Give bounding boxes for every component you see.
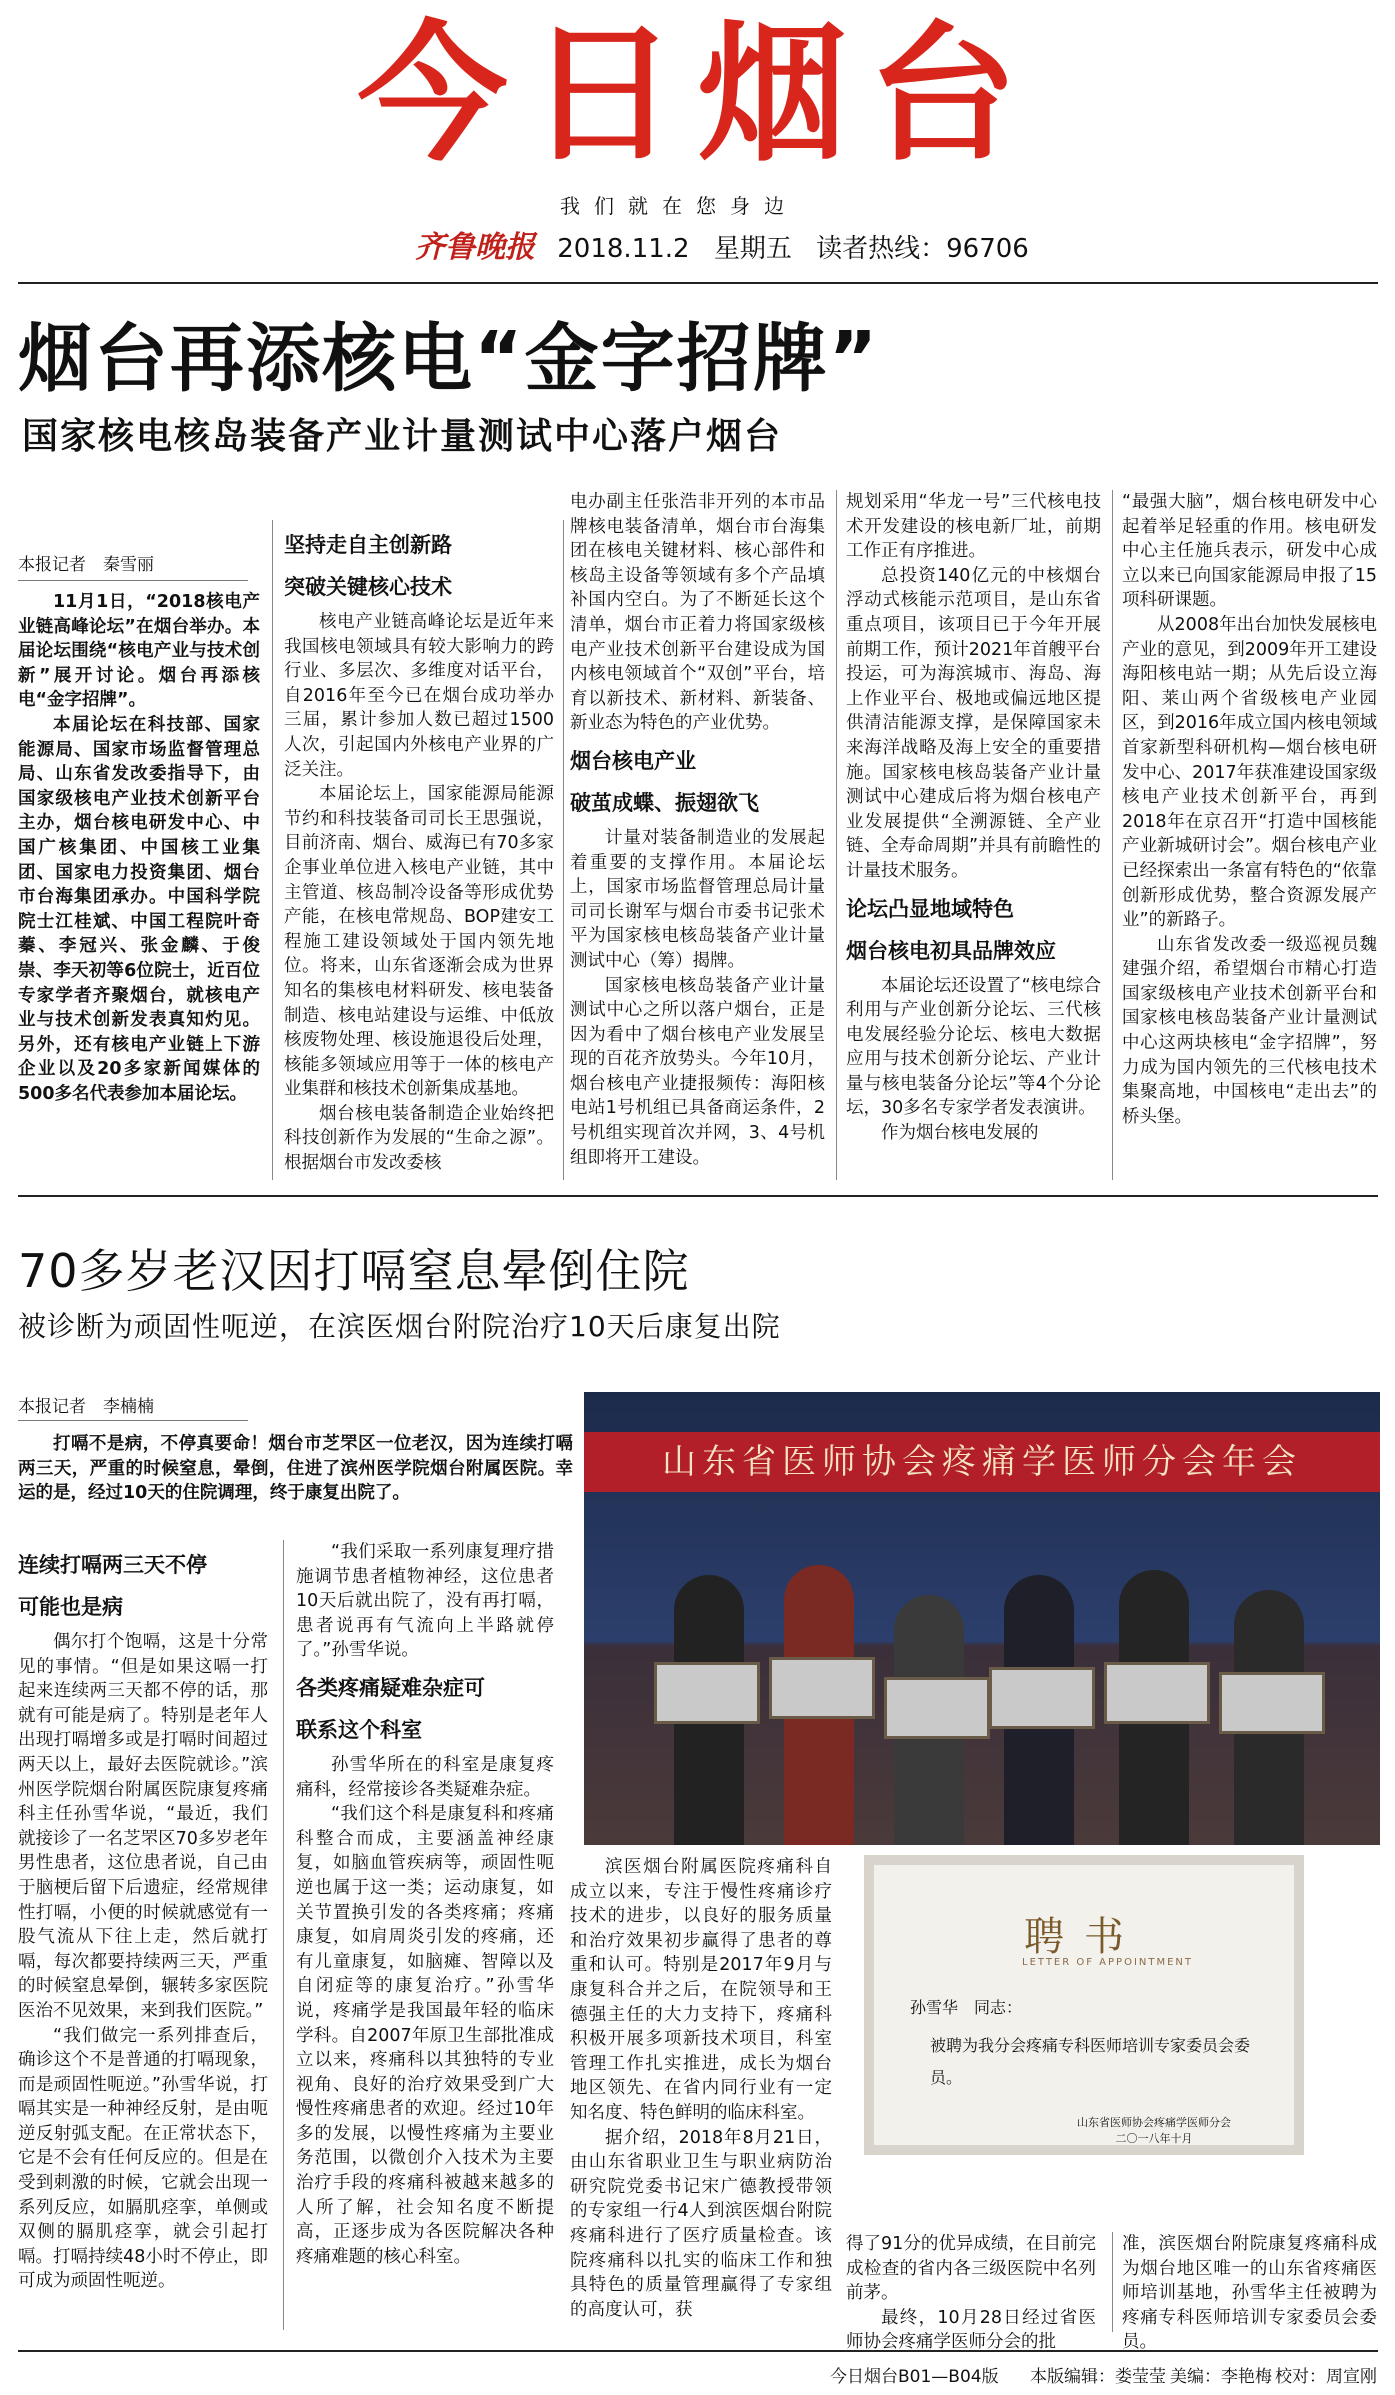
section-subheading: 可能也是病: [18, 1595, 123, 1619]
appointment-certificate: [864, 1855, 1304, 2155]
byline-rule: [18, 1420, 248, 1421]
column-divider: [1112, 2232, 1113, 2332]
column-divider: [283, 1540, 284, 2330]
section-subheading: 各类疼痛疑难杂症可: [296, 1675, 485, 1700]
story2-subhead: 被诊断为顽固性呃逆，在滨医烟台附院治疗10天后康复出院: [18, 1310, 781, 1343]
story2-column-1: [18, 1540, 268, 2294]
paragraph: 最终，10月28日经过省医师协会疼痛学医师分会的批: [846, 2307, 1096, 2353]
section-subheading: 破茧成蝶、振翅欲飞: [570, 790, 759, 815]
story1-subhead: 国家核电核岛装备产业计量测试中心落户烟台: [22, 416, 783, 457]
story2-byline: 本报记者 李楠楠: [18, 1397, 154, 1417]
paragraph: 核电产业链高峰论坛是近年来我国核电领域具有较大影响力的跨行业、多层次、多维度对话平台，自2016年至今已在烟台成功举办三届，累计参加人数已超过1500人次，引起国内外核电产业界的广泛关注。: [284, 612, 554, 780]
story1-headline: 烟台再添核电“金字招牌”: [18, 316, 880, 402]
award-plaque: [769, 1657, 875, 1719]
story-divider: [18, 1195, 1378, 1197]
section-subheading: 坚持走自主创新路: [284, 533, 452, 557]
award-plaque: [1104, 1662, 1210, 1724]
certificate-recipient: 孙雪华 同志：: [910, 1998, 1023, 2017]
story2-headline: 70多岁老汉因打嗝窒息晕倒住院: [18, 1244, 690, 1298]
photo-banner: 山东省医师协会疼痛学医师分会年会: [584, 1432, 1380, 1492]
paragraph: 据介绍，2018年8月21日，由山东省职业卫生与职业病防治研究院党委书记宋广德教授带领的专家组一行4人到滨医烟台附院疼痛科进行了医疗质量检查。该院疼痛科以扎实的临床工作和独具特色的质量管理赢得了专家组的高度认可，获: [570, 2127, 832, 2320]
paragraph: “最强大脑”，烟台核电研发中心起着举足轻重的作用。核电研发中心主任施兵表示，研发中心成立以来已向国家能源局申报了15项科研课题。: [1122, 492, 1377, 611]
certificate-body: 被聘为我分会疼痛专科医师培训专家委员会委员。: [930, 2036, 1251, 2087]
paragraph: “我们采取一系列康复理疗措施调节患者植物神经，这位患者10天后就出院了，没有再打嗝，患者说再有气流向上半路就停了。”孙雪华说。: [296, 1542, 554, 1661]
column-divider: [836, 490, 837, 1180]
paragraph: 烟台核电装备制造企业始终把科技创新作为发展的“生命之源”。根据烟台市发改委核: [284, 1103, 554, 1174]
story1-column-2: [284, 520, 554, 1176]
paragraph: 准，滨医烟台附院康复疼痛科成为烟台地区唯一的山东省疼痛医师培训基地，孙雪华主任被聘为疼痛专科医师培训专家委员会委员。: [1122, 2234, 1377, 2353]
masthead-slogan: 我们就在您身边: [560, 194, 798, 218]
award-plaque: [989, 1667, 1095, 1729]
column-divider: [1112, 490, 1113, 1180]
story1-column-4: [846, 490, 1101, 1146]
paragraph: 本届论坛在科技部、国家能源局、国家市场监督管理总局、山东省发改委指导下，由国家级核电产业技术创新平台主办，烟台核电研发中心、中国广核集团、中国核工业集团、国家电力投资集团、烟台市台海集团承办。中国科学院院士江桂斌、中国工程院叶奇蓁、李冠兴、张金麟、于俊崇、李天初等6位院士，近百位专家学者齐聚烟台，就核电产业与技术创新发表真知灼见。另外，还有核电产业链上下游企业以及20多家新闻媒体的500多名代表参加本届论坛。: [18, 714, 260, 1104]
footer-art: 美编：李艳梅: [1170, 2367, 1272, 2387]
paragraph: 孙雪华所在的科室是康复疼痛科，经常接诊各类疑难杂症。: [296, 1754, 554, 1800]
issue-date: 2018.11.2: [557, 234, 690, 264]
paragraph: “我们这个科是康复科和疼痛科整合而成，主要涵盖神经康复，如脑血管疾病等，顽固性呃逆也属于这一类；运动康复，如关节置换引发的各类疼痛；疼痛康复，如肩周炎引发的疼痛，还有儿童康复，如脑瘫、智障以及自闭症等的康复治疗。”孙雪华说，疼痛学是我国最年轻的临床学科。自2007年原卫生部批准成立以来，疼痛科以其独特的专业视角、良好的治疗效果受到广大慢性疼痛患者的欢迎。经过10年多的发展，以慢性疼痛为主要业务范围，以微创介入技术为主要治疗手段的疼痛科被越来越多的人所了解，社会知名度不断提高，正逐步成为各医院解决各种疼痛难题的核心科室。: [296, 1804, 554, 2267]
section-subheading: 烟台核电初具品牌效应: [846, 938, 1056, 963]
footer-pages: 今日烟台B01—B04版: [830, 2367, 999, 2387]
paragraph: “我们做完一系列排查后，确诊这个不是普通的打嗝现象，而是顽固性呃逆。”孙雪华说，打嗝其实是一种神经反射，是由呃逆反射弧支配。在正常状态下，它是不会有任何反应的。但是在受到刺激的时候，它就会出现一系列反应，如膈肌痉挛，单侧或双侧的膈肌痉挛，就会引起打嗝。打嗝持续48小时不停止，即可成为顽固性呃逆。: [18, 2025, 268, 2292]
column-divider: [272, 520, 273, 1180]
award-plaque: [1219, 1672, 1325, 1734]
footer-editor: 本版编辑：娄莹莹: [1030, 2367, 1166, 2387]
story1-column-5: [1122, 490, 1377, 1129]
paragraph: 国家核电核岛装备产业计量测试中心之所以落户烟台，正是因为看中了烟台核电产业发展呈现的百花齐放势头。今年10月，烟台核电产业捷报频传：海阳核电站1号机组已具备商运条件，2号机组实现首次并网，3、4号机组即将开工建设。: [570, 975, 825, 1168]
column-divider: [563, 520, 564, 1180]
story2-column-4: [846, 2232, 1096, 2355]
story2-column-2: [296, 1540, 554, 2269]
story2-column-3: [570, 1855, 832, 2322]
issue-weekday: 星期五: [713, 234, 792, 264]
reader-hotline: 读者热线：96706: [816, 234, 1029, 264]
paper-logo: 齐鲁晚报: [415, 230, 535, 265]
paragraph: 规划采用“华龙一号”三代核电技术开发建设的核电新厂址，前期工作正有序推进。: [846, 492, 1101, 562]
paragraph: 偶尔打个饱嗝，这是十分常见的事情。“但是如果这嗝一打起来连续两三天都不停的话，那就有可能是病了。特别是老年人出现打嗝增多或是打嗝时间超过两天以上，最好去医院就诊。”滨州医学院烟台附属医院康复疼痛科主任孙雪华说，“最近，我们就接诊了一名芝罘区70多岁老年男性患者，这位患者说，自己由于脑梗后留下后遗症，经常规律性打嗝，小便的时候就感觉有一股气流从下往上走，然后就打嗝，每次都要持续两三天，严重的时候窒息晕倒，辗转多家医院医治不见效果，来到我们医院。”: [18, 1632, 268, 2021]
certificate-issuer: 山东省医师协会疼痛学医师分会 二〇一八年十月: [1077, 2116, 1231, 2145]
section-subheading: 突破关键核心技术: [284, 575, 452, 599]
award-photo: [584, 1392, 1380, 1845]
paragraph: 计量对装备制造业的发展起着重要的支撑作用。本届论坛上，国家市场监督管理总局计量司司长谢军与烟台市委书记张术平为国家核电核岛装备产业计量测试中心（筹）揭牌。: [570, 827, 825, 971]
story1-byline: 本报记者 秦雪丽: [18, 555, 154, 575]
section-subheading: 连续打嗝两三天不停: [18, 1553, 207, 1577]
paragraph: 山东省发改委一级巡视员魏建强介绍，希望烟台市精心打造国家级核电产业技术创新平台和国家核电核岛装备产业计量测试中心这两块核电“金字招牌”，努力成为国内领先的三代核电技术集聚高地，中国核电“走出去”的桥头堡。: [1122, 934, 1377, 1127]
paragraph: 得了91分的优异成绩，在目前完成检查的省内各三级医院中名列前茅。: [846, 2234, 1096, 2304]
paragraph: 本届论坛还设置了“核电综合利用与产业创新分论坛、三代核电发展经验分论坛、核电大数据应用与技术创新分论坛、产业计量与核电装备分论坛”等4个分论坛，30多名专家学者发表演讲。: [846, 975, 1101, 1119]
paragraph: 11月1日，“2018核电产业链高峰论坛”在烟台举办。本届论坛围绕“核电产业与技术创新”展开讨论。烟台再添核电“金字招牌”。: [18, 592, 260, 711]
section-subheading: 烟台核电产业: [570, 748, 696, 773]
section-subheading: 论坛凸显地域特色: [846, 896, 1014, 921]
paper-info-line: [415, 222, 1029, 266]
section-subheading: 联系这个科室: [296, 1717, 422, 1742]
paragraph: 电办副主任张浩非开列的本市品牌核电装备清单，烟台市台海集团在核电关键材料、核心部件和核岛主设备等领域有多个产品填补国内空白。为了不断延长这个清单，烟台市正着力将国家级核电产业技术创新平台建设成为国内核电领域首个“双创”平台，培育以新技术、新材料、新装备、新业态为特色的产业优势。: [570, 492, 825, 734]
story2-column-5: [1122, 2232, 1377, 2355]
story2-lead: 打嗝不是病，不停真要命！烟台市芝罘区一位老汉，因为连续打嗝两三天，严重的时候窒息，晕倒，住进了滨州医学院烟台附属医院。幸运的是，经过10天的住院调理，终于康复出院了。: [18, 1434, 573, 1504]
award-plaque: [654, 1662, 760, 1724]
masthead-divider: [18, 282, 1378, 284]
paragraph: 本届论坛上，国家能源局能源节约和科技装备司司长王思强说，目前济南、烟台、威海已有70多家企事业单位进入核电产业链，其中主管道、核岛制冷设备等形成优势产能，在核电常规岛、BOP建安工程施工建设领域处于国内领先地位。将来，山东省逐渐会成为世界知名的集核电材料研发、核电装备制造、核电站建设与运维、中低放核废物处理、核设施退役后处理，核能多领域应用等于一体的核电产业集群和核技术创新集成基地。: [284, 784, 554, 1100]
footer-proof: 校对：周宣刚: [1275, 2367, 1377, 2387]
story1-column-3: [570, 490, 825, 1170]
award-plaque: [884, 1677, 990, 1739]
paragraph: 从2008年出台加快发展核电产业的意见，到2009年开工建设海阳核电站一期；从先后设立海阳、莱山两个省级核电产业园区，到2016年成立国内核电领域首家新型科研机构—烟台核电研发中心、2017年获准建设国家级核电产业技术创新平台，再到2018年在京召开“打造中国核能产业新城研讨会”。烟台核电产业已经探索出一条富有特色的“依靠创新形成优势，整合资源发展产业”的新路子。: [1122, 614, 1377, 931]
byline-rule: [18, 580, 248, 581]
paragraph: 滨医烟台附属医院疼痛科自成立以来，专注于慢性疼痛诊疗技术的进步，以良好的服务质量和治疗效果初步赢得了患者的尊重和认可。特别是2017年9月与康复科合并之后，在院领导和王德强主任的大力支持下，疼痛科积极开展多项新技术项目，科室管理工作扎实推进，成长为烟台地区领先、在省内同行业有一定知名度、特色鲜明的临床科室。: [570, 1857, 832, 2123]
story1-column-1: [18, 590, 260, 1106]
footer-divider: [18, 2350, 1378, 2352]
paragraph: 作为烟台核电发展的: [881, 1123, 1039, 1144]
certificate-subtitle: LETTER OF APPOINTMENT: [1022, 1957, 1194, 1968]
certificate-title: 聘书: [1024, 1914, 1144, 1960]
paragraph: 总投资140亿元的中核烟台浮动式核能示范项目，是山东省重点项目，该项目已于今年开展前期工作，预计2021年首艘平台投运，可为海滨城市、海岛、海上作业平台、极地或偏远地区提供清洁能源支撑，是保障国家未来海洋战略及海上安全的重要措施。国家核电核岛装备产业计量测试中心建成后将为烟台核电产业发展提供“全溯源链、全产业链、全寿命周期”并具有前瞻性的计量技术服务。: [846, 565, 1101, 881]
masthead-title: 今日烟台: [357, 8, 1038, 182]
